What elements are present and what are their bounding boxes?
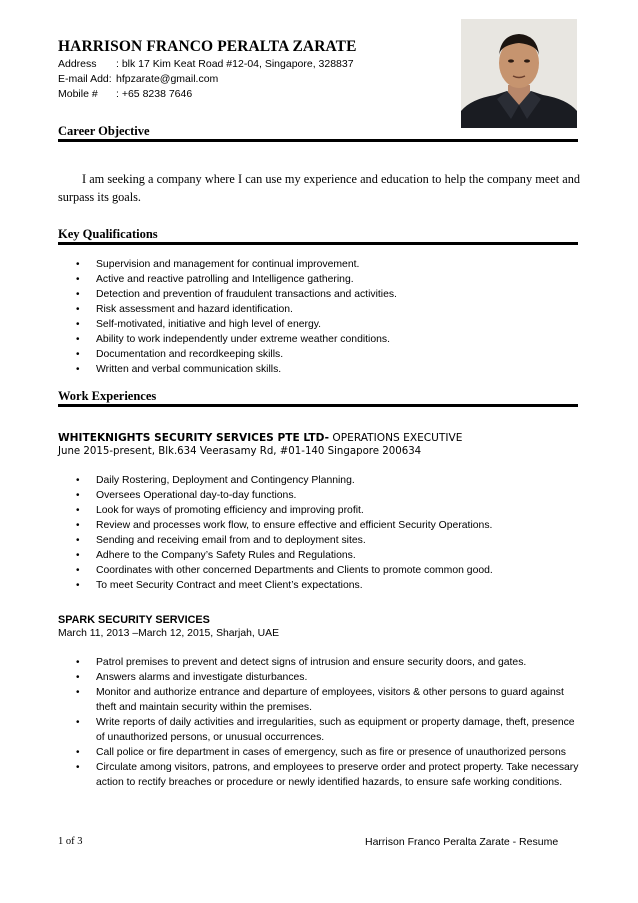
bullet-icon: • [76, 672, 80, 683]
email-label: E-mail Add: [58, 73, 112, 85]
work-experiences-heading: Work Experiences [58, 389, 157, 403]
profile-photo [461, 19, 577, 128]
list-item: • Daily Rostering, Deployment and Contingency Planning. [76, 475, 355, 486]
person-portrait-icon [461, 19, 577, 128]
section-divider [58, 404, 578, 407]
list-item: • Detection and prevention of fraudulent transactions and activities. [76, 289, 397, 300]
job-duties-list [0, 655, 580, 790]
list-item: • To meet Security Contract and meet Client’s expectations. [76, 580, 363, 591]
resume-name: HARRISON FRANCO PERALTA ZARATE [58, 38, 357, 55]
bullet-icon: • [76, 490, 80, 501]
section-divider [58, 139, 578, 142]
bullet-icon: • [76, 505, 80, 516]
job-position: OPERATIONS EXECUTIVE [329, 432, 463, 444]
list-item: • Risk assessment and hazard identification. [76, 304, 293, 315]
list-item: • Documentation and recordkeeping skills. [76, 349, 284, 360]
list-item: • Answers alarms and investigate disturbances. [76, 672, 308, 683]
address-line [58, 57, 354, 72]
company-name: WHITEKNIGHTS SECURITY SERVICES PTE LTD- [58, 432, 330, 444]
list-item: • Patrol premises to prevent and detect signs of intrusion and ensure security doors, and gates. [76, 657, 527, 668]
bullet-icon: • [76, 580, 80, 591]
list-item: • Sending and receiving email from and to deployment sites. [76, 535, 366, 546]
list-item: • Supervision and management for continual improvement. [76, 259, 360, 270]
bullet-icon: • [76, 349, 80, 360]
list-item: • Coordinates with other concerned Departments and Clients to promote common good. [76, 565, 493, 576]
list-item: • Oversees Operational day-to-day functions. [76, 490, 297, 501]
bullet-icon: • [76, 334, 80, 345]
job-duties-list [0, 473, 493, 593]
bullet-icon: • [76, 687, 80, 698]
job-title-line [58, 432, 462, 444]
bullet-icon: • [76, 550, 80, 561]
career-objective-heading: Career Objective [58, 124, 150, 138]
list-item: • Adhere to the Company’s Safety Rules and Regulations. [76, 550, 356, 561]
list-item: • Write reports of daily activities and irregularities, such as equipment or property damage, theft, presence of unauthorized persons, or unusual occurrences. [76, 717, 575, 743]
address-value: : blk 17 Kim Keat Road #12-04, Singapore, 328837 [116, 58, 354, 70]
list-item: • Self-motivated, initiative and high level of energy. [76, 319, 322, 330]
section-divider [58, 242, 578, 245]
bullet-icon: • [76, 259, 80, 270]
company-name: SPARK SECURITY SERVICES [58, 614, 210, 626]
bullet-icon: • [76, 274, 80, 285]
bullet-icon: • [76, 304, 80, 315]
bullet-icon: • [76, 319, 80, 330]
bullet-icon: • [76, 762, 80, 773]
list-item: • Look for ways of promoting efficiency and improving profit. [76, 505, 364, 516]
key-qualifications-heading: Key Qualifications [58, 227, 158, 241]
key-qualifications-list [0, 257, 397, 377]
bullet-icon: • [76, 657, 80, 668]
bullet-icon: • [76, 535, 80, 546]
list-item: • Circulate among visitors, patrons, and employees to preserve order and protect property. Take necessary action to rectify breaches or procedure or newly identified hazards, to ensure safe working conditions. [76, 762, 579, 788]
email-line [58, 72, 218, 87]
list-item: • Call police or fire department in cases of emergency, such as fire or presence of unauthorized persons [76, 747, 566, 758]
bullet-icon: • [76, 565, 80, 576]
email-value: hfpzarate@gmail.com [116, 73, 219, 85]
list-item: • Written and verbal communication skills. [76, 364, 282, 375]
list-item: • Review and processes work flow, to ensure effective and efficient Security Operations. [76, 520, 493, 531]
job-details: March 11, 2013 –March 12, 2015, Sharjah, UAE [58, 628, 280, 639]
footer-title: Harrison Franco Peralta Zarate - Resume [365, 836, 559, 848]
bullet-icon: • [76, 475, 80, 486]
job-details: June 2015-present, Blk.634 Veerasamy Rd, #01-140 Singapore 200634 [58, 446, 422, 457]
career-objective-text: I am seeking a company where I can use my experience and education to help the company meet and surpass its goals. [58, 172, 580, 204]
bullet-icon: • [76, 747, 80, 758]
mobile-label: Mobile # [58, 88, 98, 100]
bullet-icon: • [76, 364, 80, 375]
address-label: Address [58, 58, 97, 70]
bullet-icon: • [76, 717, 80, 728]
mobile-line [58, 87, 192, 102]
mobile-value: : +65 8238 7646 [116, 88, 193, 100]
bullet-icon: • [76, 520, 80, 531]
list-item: • Monitor and authorize entrance and departure of employees, visitors & other persons to guard against theft and maintain security within the premises. [76, 687, 564, 713]
list-item: • Active and reactive patrolling and Intelligence gathering. [76, 274, 354, 285]
page-number: 1 of 3 [58, 836, 83, 847]
bullet-icon: • [76, 289, 80, 300]
list-item: • Ability to work independently under extreme weather conditions. [76, 334, 390, 345]
